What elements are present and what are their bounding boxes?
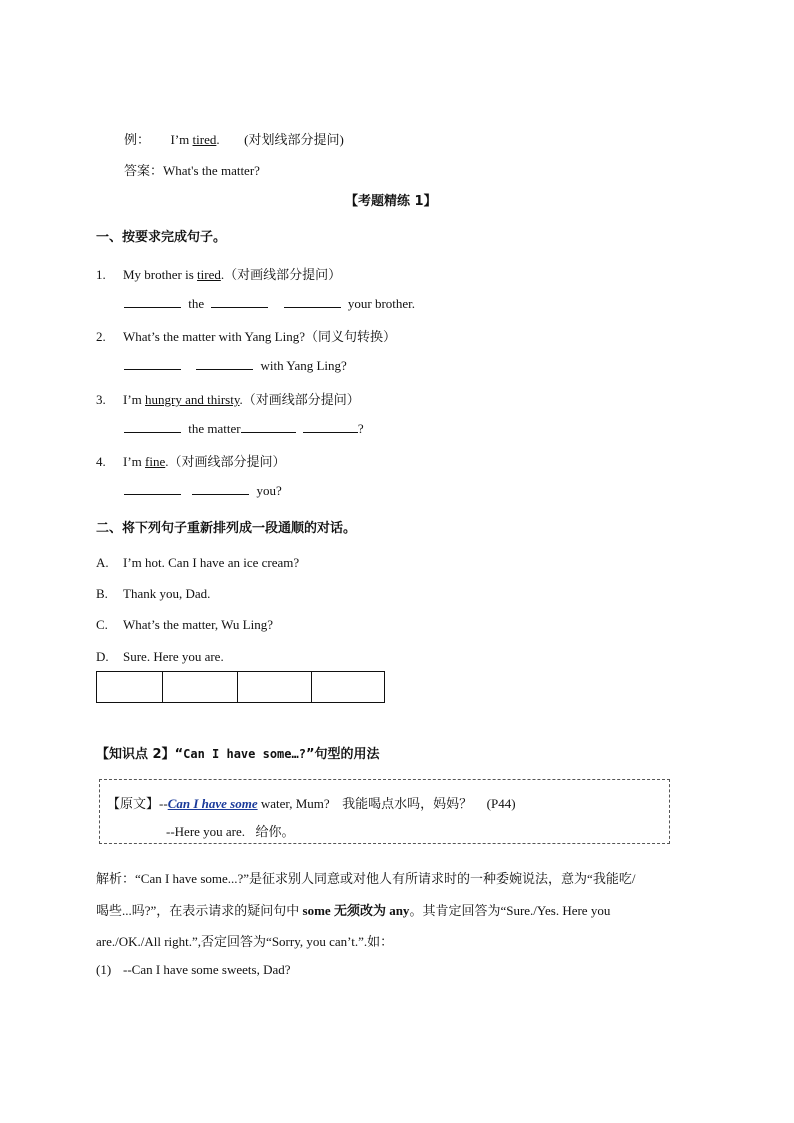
q4-underlined: fine bbox=[145, 454, 166, 469]
answer-line-4 bbox=[124, 482, 282, 499]
answer-line-1 bbox=[124, 295, 415, 312]
blank[interactable] bbox=[124, 295, 181, 308]
answer-line-2 bbox=[124, 357, 347, 374]
dialog-item-b bbox=[96, 586, 210, 602]
q3-post: .（对画线部分提问） bbox=[239, 392, 360, 407]
q2-number: 2. bbox=[96, 329, 106, 344]
example-answer bbox=[124, 160, 260, 179]
a3-mid: the matter bbox=[188, 421, 241, 436]
q3-number: 3. bbox=[96, 392, 106, 407]
answer-line-3 bbox=[124, 420, 364, 437]
example-number: (1) bbox=[96, 962, 112, 977]
knowledge-point-title bbox=[96, 743, 380, 762]
item-letter: B. bbox=[96, 586, 108, 601]
analysis-line-2 bbox=[96, 900, 610, 919]
blank[interactable] bbox=[211, 295, 268, 308]
original-line2: --Here you are. bbox=[166, 824, 246, 839]
analysis-example-1 bbox=[96, 962, 291, 978]
a2-end: with Yang Ling? bbox=[260, 358, 347, 373]
example-line bbox=[124, 129, 344, 148]
answer-label: 答案： bbox=[124, 163, 164, 178]
answer-cell-2[interactable] bbox=[163, 672, 238, 703]
original-line-1 bbox=[107, 793, 516, 812]
answer-text: What's the matter? bbox=[163, 163, 260, 178]
blank[interactable] bbox=[124, 357, 181, 370]
a1-mid: the bbox=[188, 296, 205, 311]
kp-title-code: Can I have some…? bbox=[183, 747, 306, 761]
q1-underlined: tired bbox=[197, 267, 221, 282]
blank[interactable] bbox=[284, 295, 341, 308]
example-hint: (对划线部分提问) bbox=[244, 132, 344, 147]
part2-heading: 二、将下列句子重新排列成一段通顺的对话。 bbox=[96, 521, 357, 536]
original-page-ref: (P44) bbox=[486, 796, 516, 811]
q3-pre: I’m bbox=[123, 392, 146, 407]
part1-heading: 一、按要求完成句子。 bbox=[96, 230, 227, 245]
q1-pre: My brother is bbox=[123, 267, 198, 282]
analysis-line-1: 解析：“Can I have some...?”是征求别人同意或对他人有所请求时的一种委婉说法，意为“我能吃/ bbox=[96, 871, 636, 886]
example-text: --Can I have some sweets, Dad? bbox=[123, 962, 291, 977]
q4-pre: I’m bbox=[123, 454, 146, 469]
answer-cell-3[interactable] bbox=[238, 672, 312, 703]
dialog-item-c bbox=[96, 617, 273, 633]
analysis-line-3: are./OK./All right.”,否定回答为“Sorry, you can’t.”.如： bbox=[96, 934, 394, 949]
blank[interactable] bbox=[196, 357, 253, 370]
original-highlight: Can I have some bbox=[167, 796, 258, 811]
q3-underlined: hungry and thirsty bbox=[145, 392, 240, 407]
analysis-line2-bold: some 无须改为 any bbox=[302, 903, 410, 918]
example-underlined: tired bbox=[192, 132, 217, 147]
item-text: Thank you, Dad. bbox=[123, 586, 211, 601]
answer-cell-4[interactable] bbox=[312, 672, 385, 703]
item-text: What’s the matter, Wu Ling? bbox=[123, 617, 273, 632]
q2-text: What’s the matter with Yang Ling?（同义句转换） bbox=[123, 329, 396, 344]
q4-post: .（对画线部分提问） bbox=[165, 454, 286, 469]
item-letter: D. bbox=[96, 649, 109, 664]
q1-post: .（对画线部分提问） bbox=[220, 267, 342, 282]
analysis-line2-pre: 喝些...吗?”，在表示请求的疑问句中 bbox=[96, 903, 303, 918]
example-sentence-pre: I’m bbox=[170, 132, 193, 147]
blank[interactable] bbox=[124, 420, 181, 433]
a1-end: your brother. bbox=[347, 296, 416, 311]
exam-title: 【考题精练 1】 bbox=[345, 194, 437, 209]
example-sentence-post: . bbox=[216, 132, 220, 147]
original-line1-cn: 我能喝点水吗，妈妈？ bbox=[342, 796, 473, 811]
original-line2-cn: 给你。 bbox=[255, 824, 295, 839]
original-dash: -- bbox=[159, 796, 168, 811]
item-text: I’m hot. Can I have an ice cream? bbox=[123, 555, 300, 570]
blank[interactable] bbox=[303, 420, 358, 433]
original-label: 【原文】 bbox=[107, 796, 160, 811]
item-text: Sure. Here you are. bbox=[123, 649, 224, 664]
blank[interactable] bbox=[241, 420, 296, 433]
blank[interactable] bbox=[192, 482, 249, 495]
kp-title-pre: 【知识点 2】“ bbox=[96, 747, 184, 762]
item-letter: C. bbox=[96, 617, 108, 632]
a3-end: ? bbox=[357, 421, 364, 436]
question-2 bbox=[96, 326, 396, 345]
example-label: 例： bbox=[124, 132, 151, 147]
dialog-item-d bbox=[96, 649, 224, 665]
question-1 bbox=[96, 264, 341, 283]
answer-cell-1[interactable] bbox=[97, 672, 163, 703]
dialog-item-a bbox=[96, 555, 299, 571]
q1-number: 1. bbox=[96, 267, 106, 282]
question-4 bbox=[96, 451, 286, 470]
q4-number: 4. bbox=[96, 454, 106, 469]
answer-table bbox=[96, 671, 385, 703]
question-3 bbox=[96, 389, 360, 408]
item-letter: A. bbox=[96, 555, 109, 570]
kp-title-post: ”句型的用法 bbox=[305, 747, 380, 762]
original-line1-rest: water, Mum? bbox=[257, 796, 330, 811]
original-line-2 bbox=[166, 821, 295, 840]
analysis-line2-post: 。其肯定回答为“Sure./Yes. Here you bbox=[409, 903, 611, 918]
a4-end: you? bbox=[256, 483, 282, 498]
blank[interactable] bbox=[124, 482, 181, 495]
